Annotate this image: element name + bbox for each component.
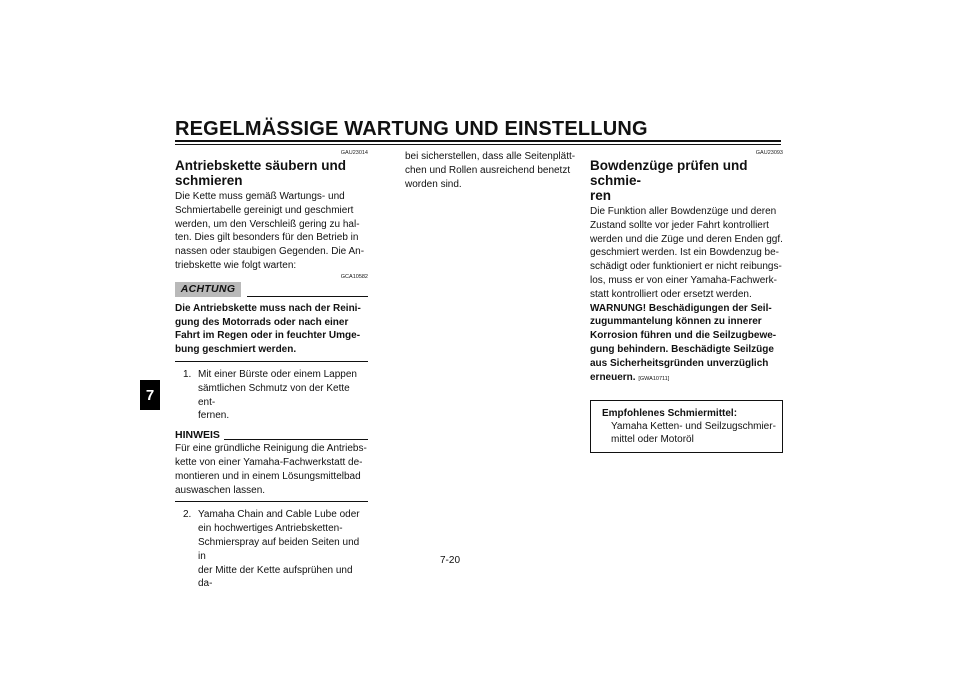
heading-line: schmieren <box>175 173 243 188</box>
achtung-end-rule <box>175 361 368 362</box>
text-line: ein hochwertiges Antriebsketten- <box>198 523 343 535</box>
chain-intro-text <box>175 190 368 273</box>
cables-warning-text <box>590 302 783 387</box>
text-line: bei sicherstellen, dass alle Seitenplätt- <box>405 151 576 162</box>
text-line: Die Antriebskette muss nach der Reini- <box>175 302 361 314</box>
title-rule-thin <box>175 144 781 145</box>
hinweis-end-rule <box>175 501 368 502</box>
text-line: geschmiert werden. Ist ein Bowdenzug be- <box>590 247 779 259</box>
text-line: mittel oder Motoröl <box>611 434 694 446</box>
text-line: sämtlichen Schmutz von der Kette ent- <box>198 382 350 408</box>
text-line: Schmierspray auf beiden Seiten und in <box>198 536 360 562</box>
text-line: montieren und in einem Lösungsmittelbad <box>175 470 361 482</box>
column-middle <box>405 150 577 191</box>
text-line: auswaschen lassen. <box>175 484 266 496</box>
text-line: Die Funktion aller Bowdenzüge und deren <box>590 206 777 217</box>
text-line: bung geschmiert werden. <box>175 344 297 356</box>
text-line: chen und Rollen ausreichend benetzt <box>405 164 571 176</box>
list-item-step-1 <box>183 368 368 423</box>
text-line: kette von einer Yamaha-Fachwerkstatt de- <box>175 456 363 468</box>
text-line: triebskette wie folgt warten: <box>175 259 297 271</box>
heading-line: ren <box>590 188 612 203</box>
warning-code: [GWA10711] <box>638 375 670 382</box>
text-line: Schmiertabelle gereinigt und geschmiert <box>175 204 354 216</box>
text-line: WARNUNG! Beschädigungen der Seil- <box>590 302 772 314</box>
text-line: schädigt oder funktioniert er nicht reibungs- <box>590 261 782 273</box>
achtung-code: GCA10582 <box>340 273 368 280</box>
section-code: GAU23093 <box>755 150 783 156</box>
hinweis-rule <box>224 439 368 440</box>
chapter-tab: 7 <box>140 380 160 410</box>
section-code: GAU23014 <box>340 150 368 156</box>
achtung-label: ACHTUNG <box>175 282 241 297</box>
achtung-rule <box>247 296 368 297</box>
achtung-header <box>175 273 368 300</box>
text-line: Für eine gründliche Reinigung die Antriebs- <box>175 443 367 455</box>
text-line: ten. Dies gilt besonders für den Betrieb in <box>175 232 359 244</box>
text-line: Zustand sollte vor jeder Fahrt kontrolliert <box>590 219 769 231</box>
text-line: der Mitte der Kette aufsprühen und da- <box>198 564 353 590</box>
lubricant-box <box>590 400 783 453</box>
text-line: gung des Motorrads oder nach einer <box>175 316 349 328</box>
heading-line: Antriebskette säubern und <box>175 158 347 173</box>
text-line: aus Sicherheitsgründen unverzüglich <box>590 357 769 369</box>
text-line: zugummantelung können zu innerer <box>590 316 762 328</box>
heading-line: Bowdenzüge prüfen und schmie- <box>590 158 748 188</box>
text-line: Korrosion führen und die Seilzugbewe- <box>590 330 777 342</box>
list-number: 2. <box>183 509 192 521</box>
text-line: erneuern. <box>590 371 636 383</box>
step-2-continued-text <box>405 150 577 191</box>
text-line: Fahrt im Regen oder in feuchter Umge- <box>175 330 361 342</box>
column-right <box>590 150 783 453</box>
text-line: nassen oder staubigen Gegenden. Die An- <box>175 246 365 258</box>
list-text <box>198 508 368 591</box>
text-line: Die Kette muss gemäß Wartungs- und <box>175 191 345 202</box>
text-line: worden sind. <box>405 178 462 190</box>
hinweis-text <box>175 442 368 497</box>
hinweis-header <box>175 429 368 442</box>
lubricant-box-title: Empfohlenes Schmiermittel: <box>602 408 738 420</box>
list-number: 1. <box>183 368 192 380</box>
column-left <box>175 150 368 591</box>
list-text <box>198 368 368 423</box>
lubricant-box-text <box>599 420 776 446</box>
text-line: fernen. <box>198 410 230 422</box>
text-line: gung behindern. Beschädigte Seilzüge <box>590 343 774 355</box>
text-line: Yamaha Chain and Cable Lube oder <box>198 509 360 521</box>
page-number: 7-20 <box>440 555 461 566</box>
text-line: los, muss er von einer Yamaha-Fachwerk- <box>590 274 777 286</box>
page-title: REGELMÄSSIGE WARTUNG UND EINSTELLUNG <box>175 118 648 140</box>
title-rule-thick <box>175 140 781 142</box>
section-heading-cables <box>590 158 783 203</box>
text-line: Yamaha Ketten- und Seilzugschmier- <box>611 421 776 433</box>
text-line: werden, um den Verschleiß gering zu hal- <box>175 218 360 230</box>
cables-intro-text <box>590 205 783 302</box>
hinweis-label: HINWEIS <box>175 429 220 442</box>
list-item-step-2 <box>183 508 368 591</box>
section-heading-chain <box>175 158 368 188</box>
text-line: Mit einer Bürste oder einem Lappen <box>198 368 357 380</box>
text-line: statt kontrolliert oder ersetzt werden. <box>590 288 752 300</box>
achtung-text <box>175 302 368 357</box>
text-line: werden und die Züge und deren Enden ggf. <box>590 233 783 245</box>
